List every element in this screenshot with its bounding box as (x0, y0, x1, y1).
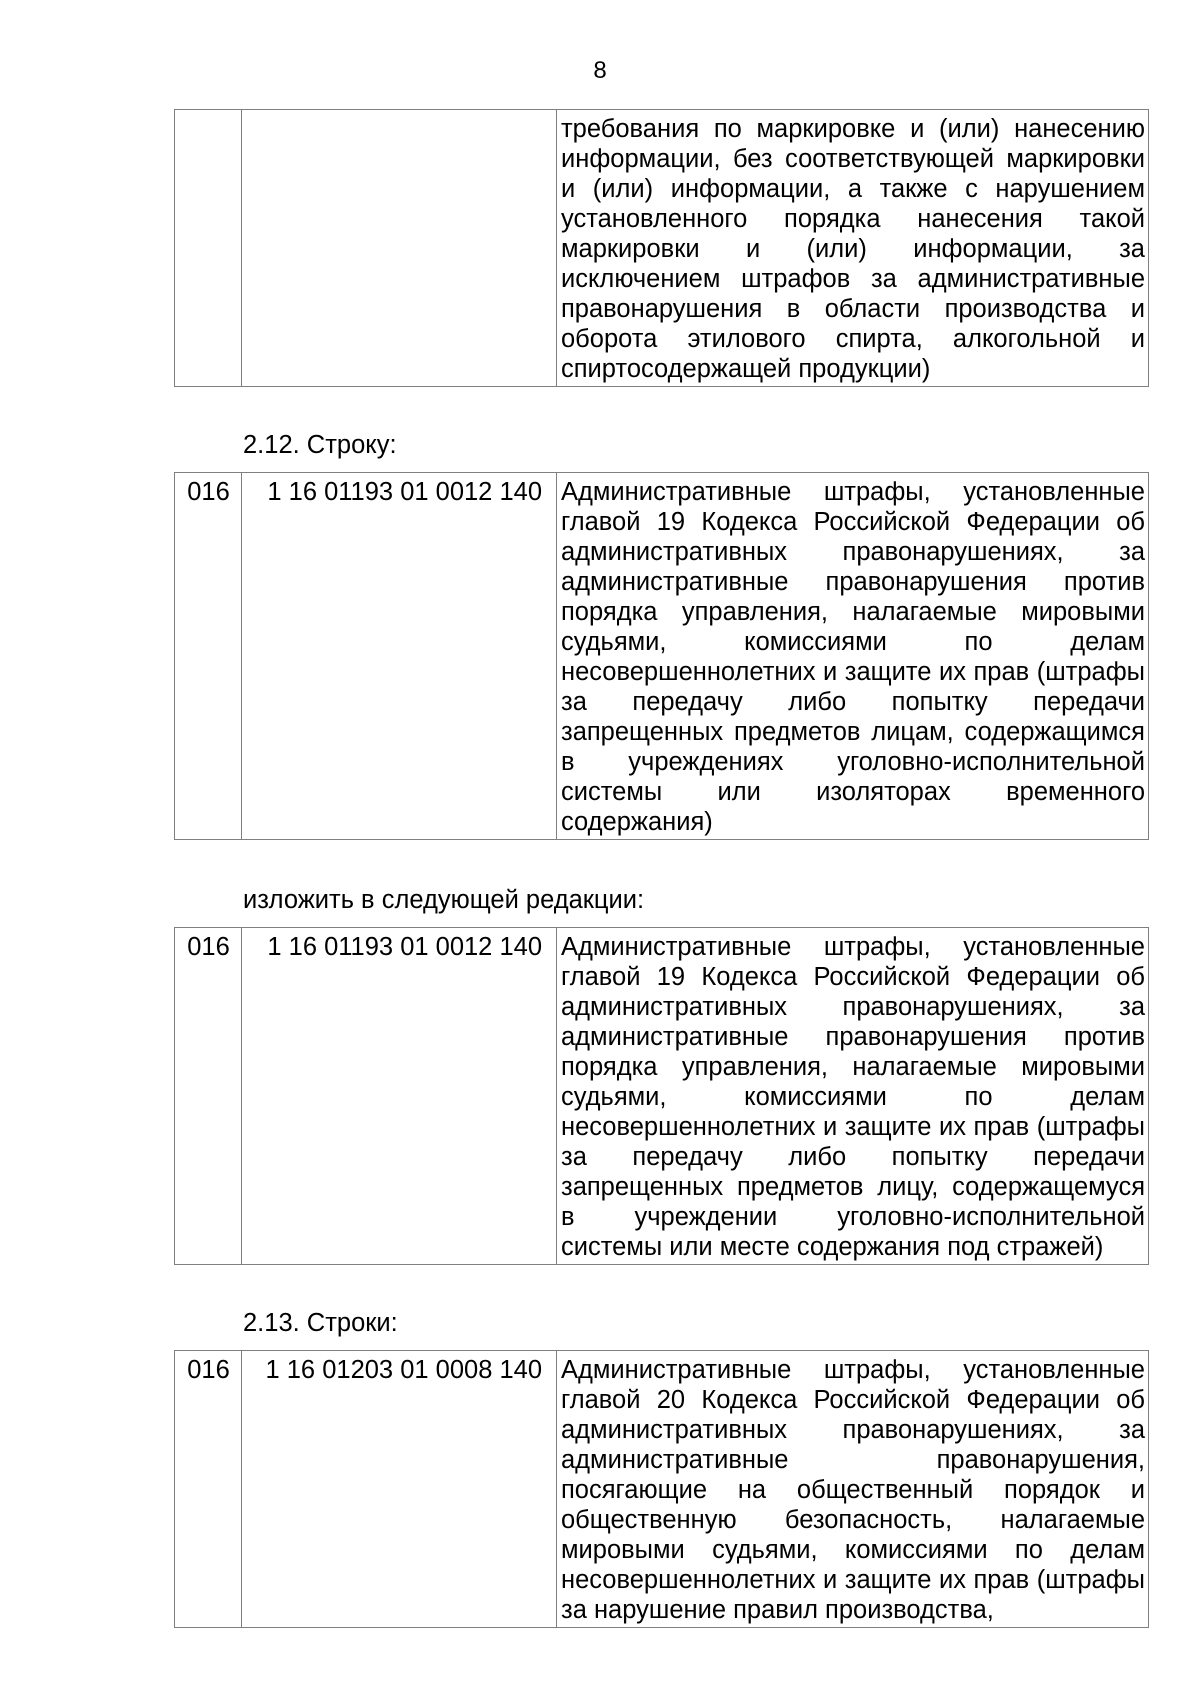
kbk-code-cell: 1 16 01203 01 0008 140 (242, 1351, 557, 1628)
section-heading-2-12: 2.12. Строку: (243, 431, 397, 459)
kbk-code-cell: 1 16 01193 01 0012 140 (242, 473, 557, 840)
page-number: 8 (593, 57, 607, 84)
table-new-row-2-12 (174, 927, 1149, 1265)
table-row (175, 928, 1149, 1265)
description-cell: требования по маркировке и (или) нанесению информации, без соответствующей маркировки и (или) информации, а также с нарушением установленного порядка нанесения такой маркировки и (или) информации, за исключением штрафов за административные правонарушения в области производства и оборота этилового спирта, алкогольной и спиртосодержащей продукции) (557, 110, 1149, 387)
table-row (175, 473, 1149, 840)
kbk-code-cell (242, 110, 557, 387)
replace-instruction: изложить в следующей редакции: (243, 886, 645, 914)
table-row (175, 110, 1149, 387)
table-row-2-13 (174, 1350, 1149, 1628)
description-cell: Административные штрафы, установленные главой 20 Кодекса Российской Федерации об административных правонарушениях, за административные правонарушения, посягающие на общественный порядок и общественную безопасность, налагаемые мировыми судьями, комиссиями по делам несовершеннолетних и защите их прав (штрафы за нарушение правил производства, (557, 1351, 1149, 1628)
admin-code-cell: 016 (175, 928, 242, 1265)
description-cell: Административные штрафы, установленные главой 19 Кодекса Российской Федерации об административных правонарушениях, за административные правонарушения против порядка управления, налагаемые мировыми судьями, комиссиями по делам несовершеннолетних и защите их прав (штрафы за передачу либо попытку передачи запрещенных предметов лицам, содержащимся в учреждениях уголовно-исполнительной системы или изоляторах временного содержания) (557, 473, 1149, 840)
section-heading-2-13: 2.13. Строки: (243, 1309, 398, 1337)
table-old-row-2-12 (174, 472, 1149, 840)
table-row (175, 1351, 1149, 1628)
admin-code-cell (175, 110, 242, 387)
admin-code-cell: 016 (175, 473, 242, 840)
admin-code-cell: 016 (175, 1351, 242, 1628)
table-previous-row (174, 109, 1149, 387)
kbk-code-cell: 1 16 01193 01 0012 140 (242, 928, 557, 1265)
description-cell: Административные штрафы, установленные главой 19 Кодекса Российской Федерации об административных правонарушениях, за административные правонарушения против порядка управления, налагаемые мировыми судьями, комиссиями по делам несовершеннолетних и защите их прав (штрафы за передачу либо попытку передачи запрещенных предметов лицу, содержащемуся в учреждении уголовно-исполнительной системы или месте содержания под стражей) (557, 928, 1149, 1265)
